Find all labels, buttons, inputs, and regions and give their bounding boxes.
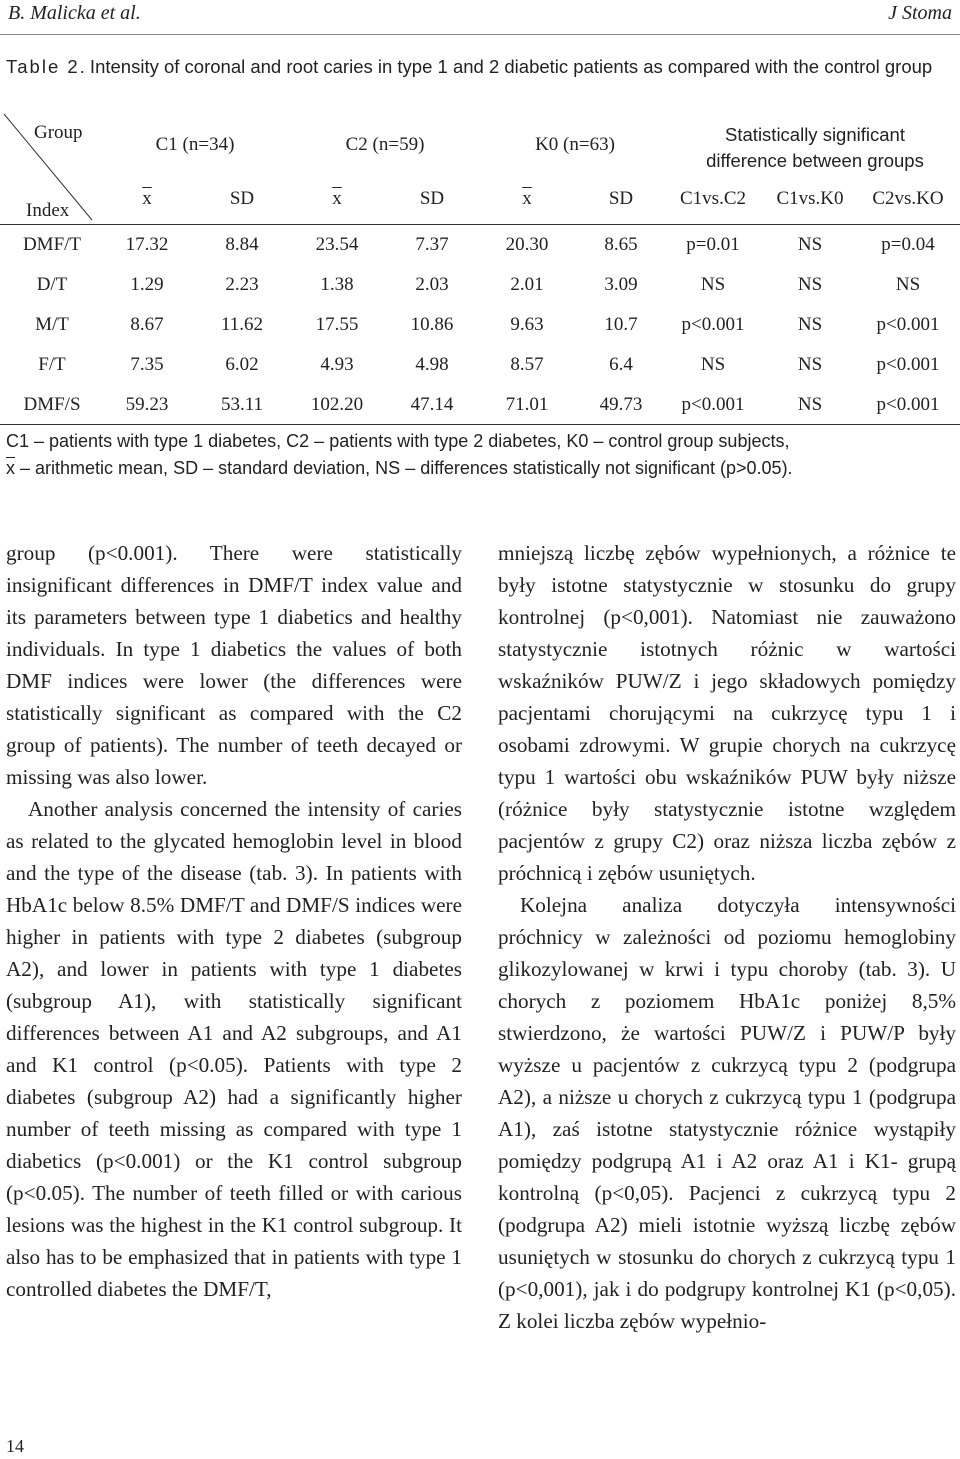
table-cell: 47.14 xyxy=(410,394,454,415)
header-rule xyxy=(0,34,960,35)
table-cell: NS xyxy=(700,274,726,295)
subheader-sd-k0: SD xyxy=(608,188,634,209)
table-cell: p<0.001 xyxy=(876,394,940,415)
table-cell: NS xyxy=(700,354,726,375)
footnote-line-1: C1 – patients with type 1 diabetes, C2 – patients with type 2 diabetes, K0 – control group subjects, xyxy=(6,431,790,451)
row-index: DMF/S xyxy=(23,394,81,415)
table-cell: 20.30 xyxy=(505,234,549,255)
data-table xyxy=(0,112,960,434)
footnote-line-2 xyxy=(6,455,956,482)
row-index: D/T xyxy=(36,274,68,295)
group-header-c2: C2 (n=59) xyxy=(345,134,425,155)
table-cell: 2.23 xyxy=(225,274,259,295)
table-cell: p<0.001 xyxy=(681,394,745,415)
table-cell: 4.93 xyxy=(320,354,354,375)
table-cell: 3.09 xyxy=(604,274,638,295)
table-cell: NS xyxy=(797,354,823,375)
right-text-column xyxy=(498,537,956,1337)
running-head xyxy=(8,2,952,28)
footnote-line-2-text: – arithmetic mean, SD – standard deviation, NS – differences statistically not significant (p>0.05). xyxy=(15,458,793,478)
table-cell: 8.65 xyxy=(604,234,638,255)
table-cell: NS xyxy=(895,274,921,295)
table-cell: NS xyxy=(797,314,823,335)
table-cell: 23.54 xyxy=(315,234,359,255)
table-cell: 8.84 xyxy=(225,234,259,255)
subheader-c2-vs-k0: C2vs.KO xyxy=(872,188,944,209)
table-caption-text: . Intensity of coronal and root caries in type 1 and 2 diabetic patients as compared with the control group xyxy=(79,56,933,77)
table-cell: NS xyxy=(797,394,823,415)
table-cell: 6.02 xyxy=(225,354,259,375)
header-rule-line xyxy=(0,224,960,225)
table-cell: p<0.001 xyxy=(681,314,745,335)
subheader-sd-c2: SD xyxy=(419,188,445,209)
table-cell: 11.62 xyxy=(220,314,264,335)
table-cell: 6.4 xyxy=(609,354,633,375)
table-cell: 59.23 xyxy=(125,394,169,415)
table-cell: 2.01 xyxy=(510,274,544,295)
table-cell: 8.67 xyxy=(130,314,164,335)
corner-label-group: Group xyxy=(34,122,83,143)
footnote-mean-symbol: $\overline{x}$ xyxy=(6,458,15,478)
table-cell: 17.55 xyxy=(315,314,359,335)
table-cell: 10.7 xyxy=(604,314,638,335)
paragraph: group (p<0.001). There were statistically insignificant differences in DMF/T index value and its parameters between type 1 diabetics and healthy individuals. In type 1 diabetics the values of both DMF indices were lower (the differences were statistically significant as compared with the C2 group of patients). The number of teeth decayed or missing was also lower. xyxy=(6,541,462,789)
subheader-mean-k0: $\overline{x}$ xyxy=(522,188,532,209)
table-cell: p=0.04 xyxy=(881,234,935,255)
subheader-c1-vs-c2: C1vs.C2 xyxy=(680,188,746,209)
subheader-mean-c2: $\overline{x}$ xyxy=(332,188,342,209)
left-text-column xyxy=(6,537,462,1305)
row-index: DMF/T xyxy=(22,234,82,255)
table-cell: 1.38 xyxy=(320,274,354,295)
table-cell: 53.11 xyxy=(220,394,264,415)
subheader-c1-vs-k0: C1vs.K0 xyxy=(776,188,844,209)
table-footnote xyxy=(6,428,956,482)
table-caption-label: Table 2 xyxy=(6,56,80,77)
paragraph: mniejszą liczbę zębów wypełnionych, a różnice te były istotne statystycznie w stosunku do grupy kontrolnej (p<0,001). Natomiast nie zauważono statystycznie istotnych różnic w wartości wskaźników PUW/Z i jego składowych pomiędzy pacjentami chorującymi na cukrzycę typu 1 i osobami zdrowymi. W grupie chorych na cukrzycę typu 1 wartości obu wskaźników PUW były niższe (różnice były statystycznie istotne względem pacjentów z grupy C2) oraz niższa liczba zębów z próchnicą i zębów usuniętych. xyxy=(498,541,956,885)
table-cell: 17.32 xyxy=(125,234,169,255)
table-cell: NS xyxy=(797,274,823,295)
group-header-c1: C1 (n=34) xyxy=(155,134,235,155)
table-cell: 9.63 xyxy=(510,314,544,335)
paragraph: Kolejna analiza dotyczyła intensywności próchnicy w zależności od poziomu hemoglobiny glikozylowanej w krwi i typu choroby (tab. 3). U chorych z poziomem HbA1c poniżej 8,5% stwierdzono, że wartości PUW/Z i PUW/P były wyższe u pacjentów z cukrzycą typu 2 (podgrupa A2), a niższe u chorych z cukrzycą typu 1 (podgrupa A1), zaś istotne statystycznie różnice wystąpiły pomiędzy podgrupą A1 i A2 oraz A1 i K1- grupą kontrolną (p<0,05). Pacjenci z cukrzycą typu 2 (podgrupa A2) mieli istotnie wyższą liczbę zębów usuniętych w stosunku do chorych z cukrzycą typu 1 (p<0,001), jak i do podgrupy kontrolnej K1 (p<0,05). Z kolei liczba zębów wypełnio- xyxy=(498,893,956,1333)
subheader-mean-c1: $\overline{x}$ xyxy=(142,188,152,209)
paragraph: Another analysis concerned the intensity of caries as related to the glycated hemoglobin level in blood and the type of the disease (tab. 3). In patients with HbA1c below 8.5% DMF/T and DMF/S indices were higher in patients with type 2 diabetes (subgroup A2), and lower in patients with type 1 diabetes (subgroup A1), with statistically significant differences between A1 and A2 subgroups, and A1 and K1 control (p<0.05). Patients with type 2 diabetes (subgroup A2) had a significantly higher number of teeth missing as compared with type 1 diabetics (p<0.001) or the K1 control subgroup (p<0.05). The number of teeth filled or with carious lesions was the highest in the K1 control subgroup. It also has to be emphasized that in patients with type 1 controlled diabetes the DMF/T, xyxy=(6,797,462,1301)
table-cell: 102.20 xyxy=(310,394,364,415)
table-cell: 8.57 xyxy=(510,354,544,375)
running-head-journal: J Stoma xyxy=(888,2,952,24)
table-cell: 10.86 xyxy=(410,314,454,335)
table-cell: 49.73 xyxy=(599,394,643,415)
row-index: M/T xyxy=(35,314,69,335)
group-header-k0: K0 (n=63) xyxy=(535,134,615,155)
row-index: F/T xyxy=(38,354,66,375)
table-cell: p<0.001 xyxy=(876,354,940,375)
running-head-authors: B. Malicka et al. xyxy=(8,2,141,24)
table-cell: p=0.01 xyxy=(686,234,740,255)
page-number: 14 xyxy=(6,1436,24,1456)
table-cell: 1.29 xyxy=(130,274,164,295)
table-cell: p<0.001 xyxy=(876,314,940,335)
table-caption xyxy=(6,54,956,79)
subheader-sd-c1: SD xyxy=(229,188,255,209)
table-cell: 4.98 xyxy=(415,354,449,375)
significance-header: Statistically significant difference between groups xyxy=(706,124,924,171)
table-cell: 7.35 xyxy=(130,354,164,375)
table-bottom-rule xyxy=(0,424,960,425)
corner-label-index: Index xyxy=(26,200,70,221)
table-cell: 2.03 xyxy=(415,274,449,295)
table-cell: 7.37 xyxy=(415,234,449,255)
table-cell: NS xyxy=(797,234,823,255)
table-cell: 71.01 xyxy=(505,394,549,415)
